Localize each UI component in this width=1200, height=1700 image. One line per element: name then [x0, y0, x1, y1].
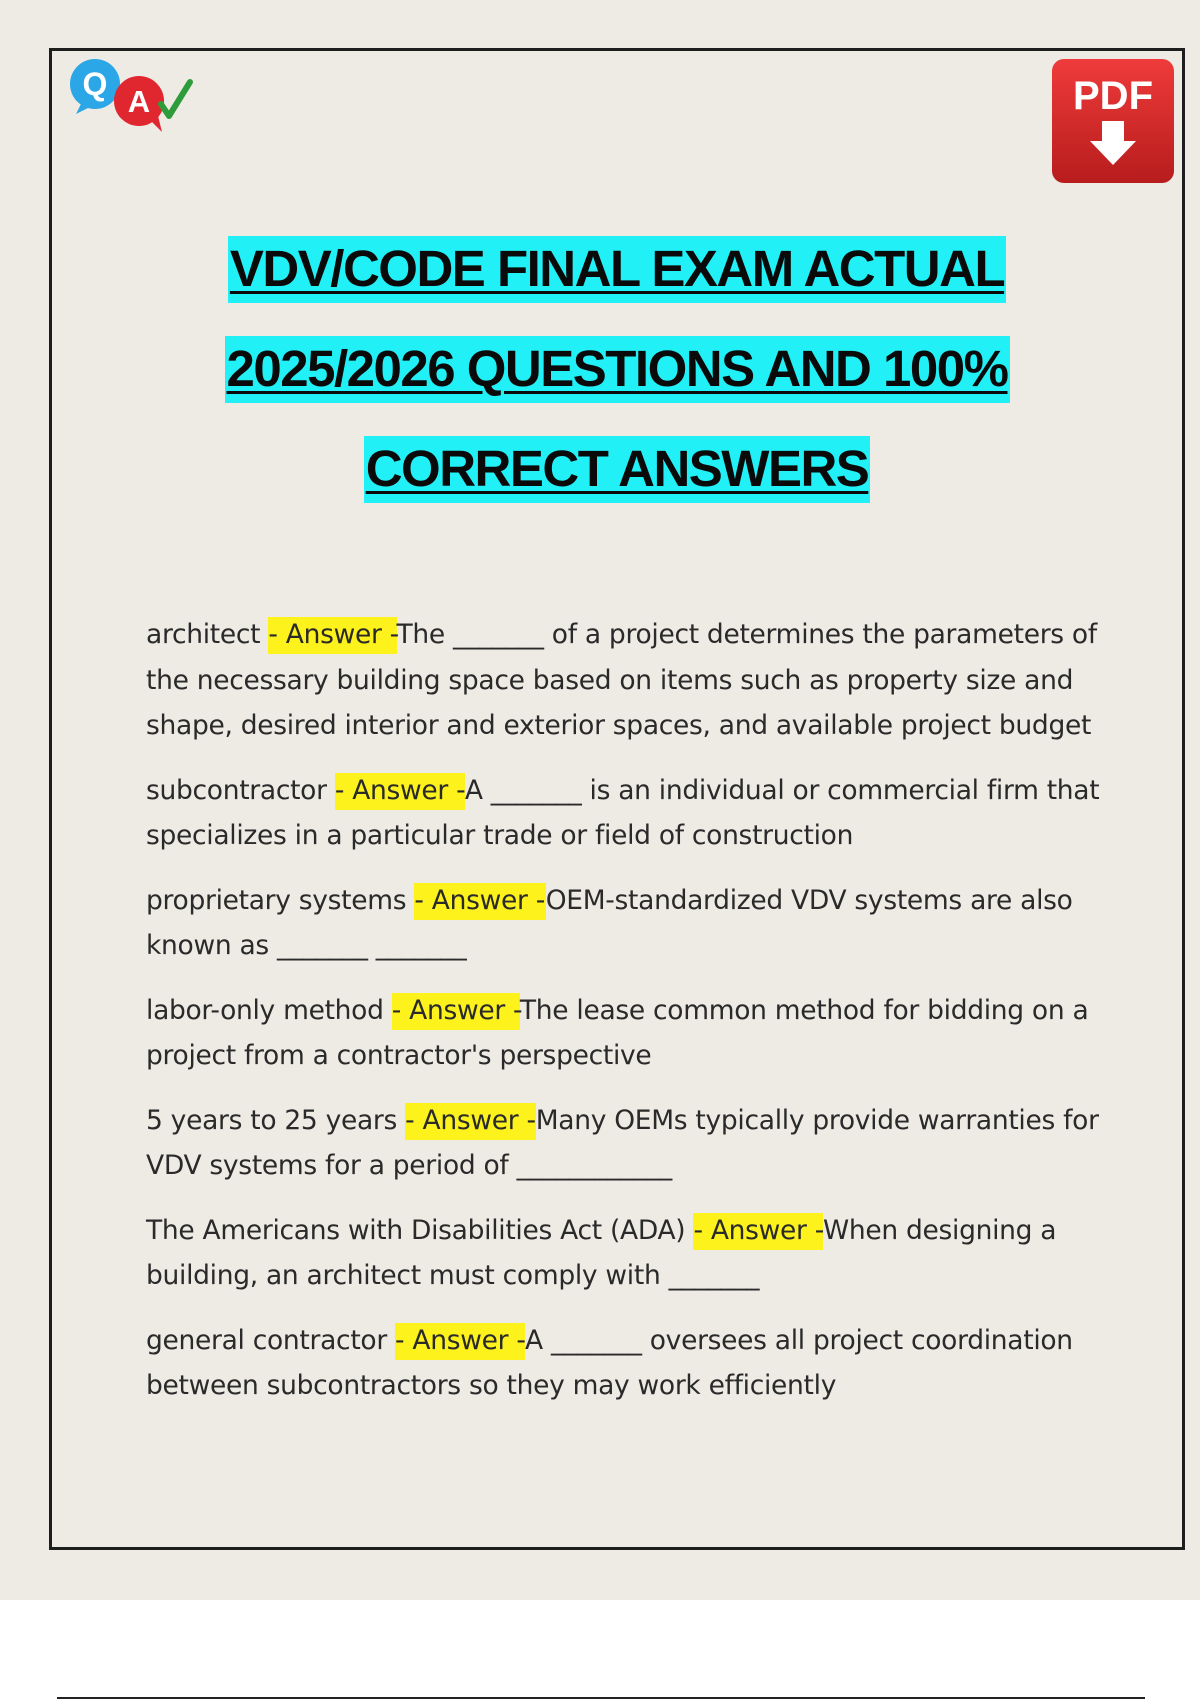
qa-item [146, 878, 1106, 969]
answer-term: proprietary systems [146, 884, 415, 916]
answer-term: architect [146, 619, 269, 650]
answer-term: general contractor [146, 1324, 396, 1356]
answer-marker: - Answer - [405, 1103, 536, 1140]
title-line [49, 240, 1185, 298]
answer-marker: - Answer - [335, 773, 465, 810]
answer-term: labor-only method [146, 994, 392, 1026]
question-text: OEM-standardized VDV systems are also known as _______ _______ [146, 884, 1073, 961]
question-text: The lease common method for bidding on a project from a contractor's perspective [146, 994, 1089, 1071]
document-title [49, 240, 1185, 540]
answer-marker: - Answer - [392, 993, 520, 1030]
answer-marker: - Answer - [693, 1213, 823, 1250]
logo-a-letter: A [127, 84, 151, 119]
qa-item [146, 1318, 1106, 1409]
answer-term: subcontractor [146, 774, 335, 806]
question-text: When designing a building, an architect must comply with _______ [146, 1214, 1057, 1291]
answer-term: The Americans with Disabilities Act (ADA) [146, 1214, 694, 1246]
footer-divider [57, 1697, 1145, 1699]
a-bubble-icon [114, 76, 164, 132]
q-bubble-icon [70, 59, 120, 114]
qa-list [146, 612, 1106, 1428]
question-text: Many OEMs typically provide warranties for VDV systems for a period of ____________ [146, 1104, 1099, 1181]
question-text: The _______ of a project determines the parameters of the necessary building space based on items such as property size and shape, desired interior and exterior spaces, and available project budget [146, 619, 1097, 741]
answer-marker: - Answer - [414, 883, 545, 920]
qa-item [146, 612, 1106, 749]
logo-q-letter: Q [82, 66, 108, 102]
title-line [49, 340, 1185, 398]
qa-item [146, 768, 1106, 859]
checkmark-icon [161, 82, 190, 116]
answer-marker: - Answer - [268, 617, 396, 654]
title-line [49, 440, 1185, 498]
qa-logo [68, 56, 198, 136]
qa-item [146, 1208, 1106, 1299]
answer-marker: - Answer - [395, 1323, 525, 1360]
answer-term: 5 years to 25 years [146, 1104, 406, 1136]
title-line-text: 2025/2026 QUESTIONS AND 100% [225, 336, 1010, 403]
pdf-icon-label: PDF [1073, 74, 1153, 118]
title-line-text: VDV/CODE FINAL EXAM ACTUAL [228, 236, 1006, 303]
question-text: A _______ is an individual or commercial firm that specializes in a particular trade or field of construction [146, 774, 1100, 851]
pdf-download-icon[interactable] [1050, 57, 1176, 185]
question-text: A _______ oversees all project coordination between subcontractors so they may work efficiently [146, 1324, 1073, 1401]
title-line-text: CORRECT ANSWERS [364, 436, 871, 503]
qa-item [146, 1098, 1106, 1189]
qa-item [146, 988, 1106, 1079]
